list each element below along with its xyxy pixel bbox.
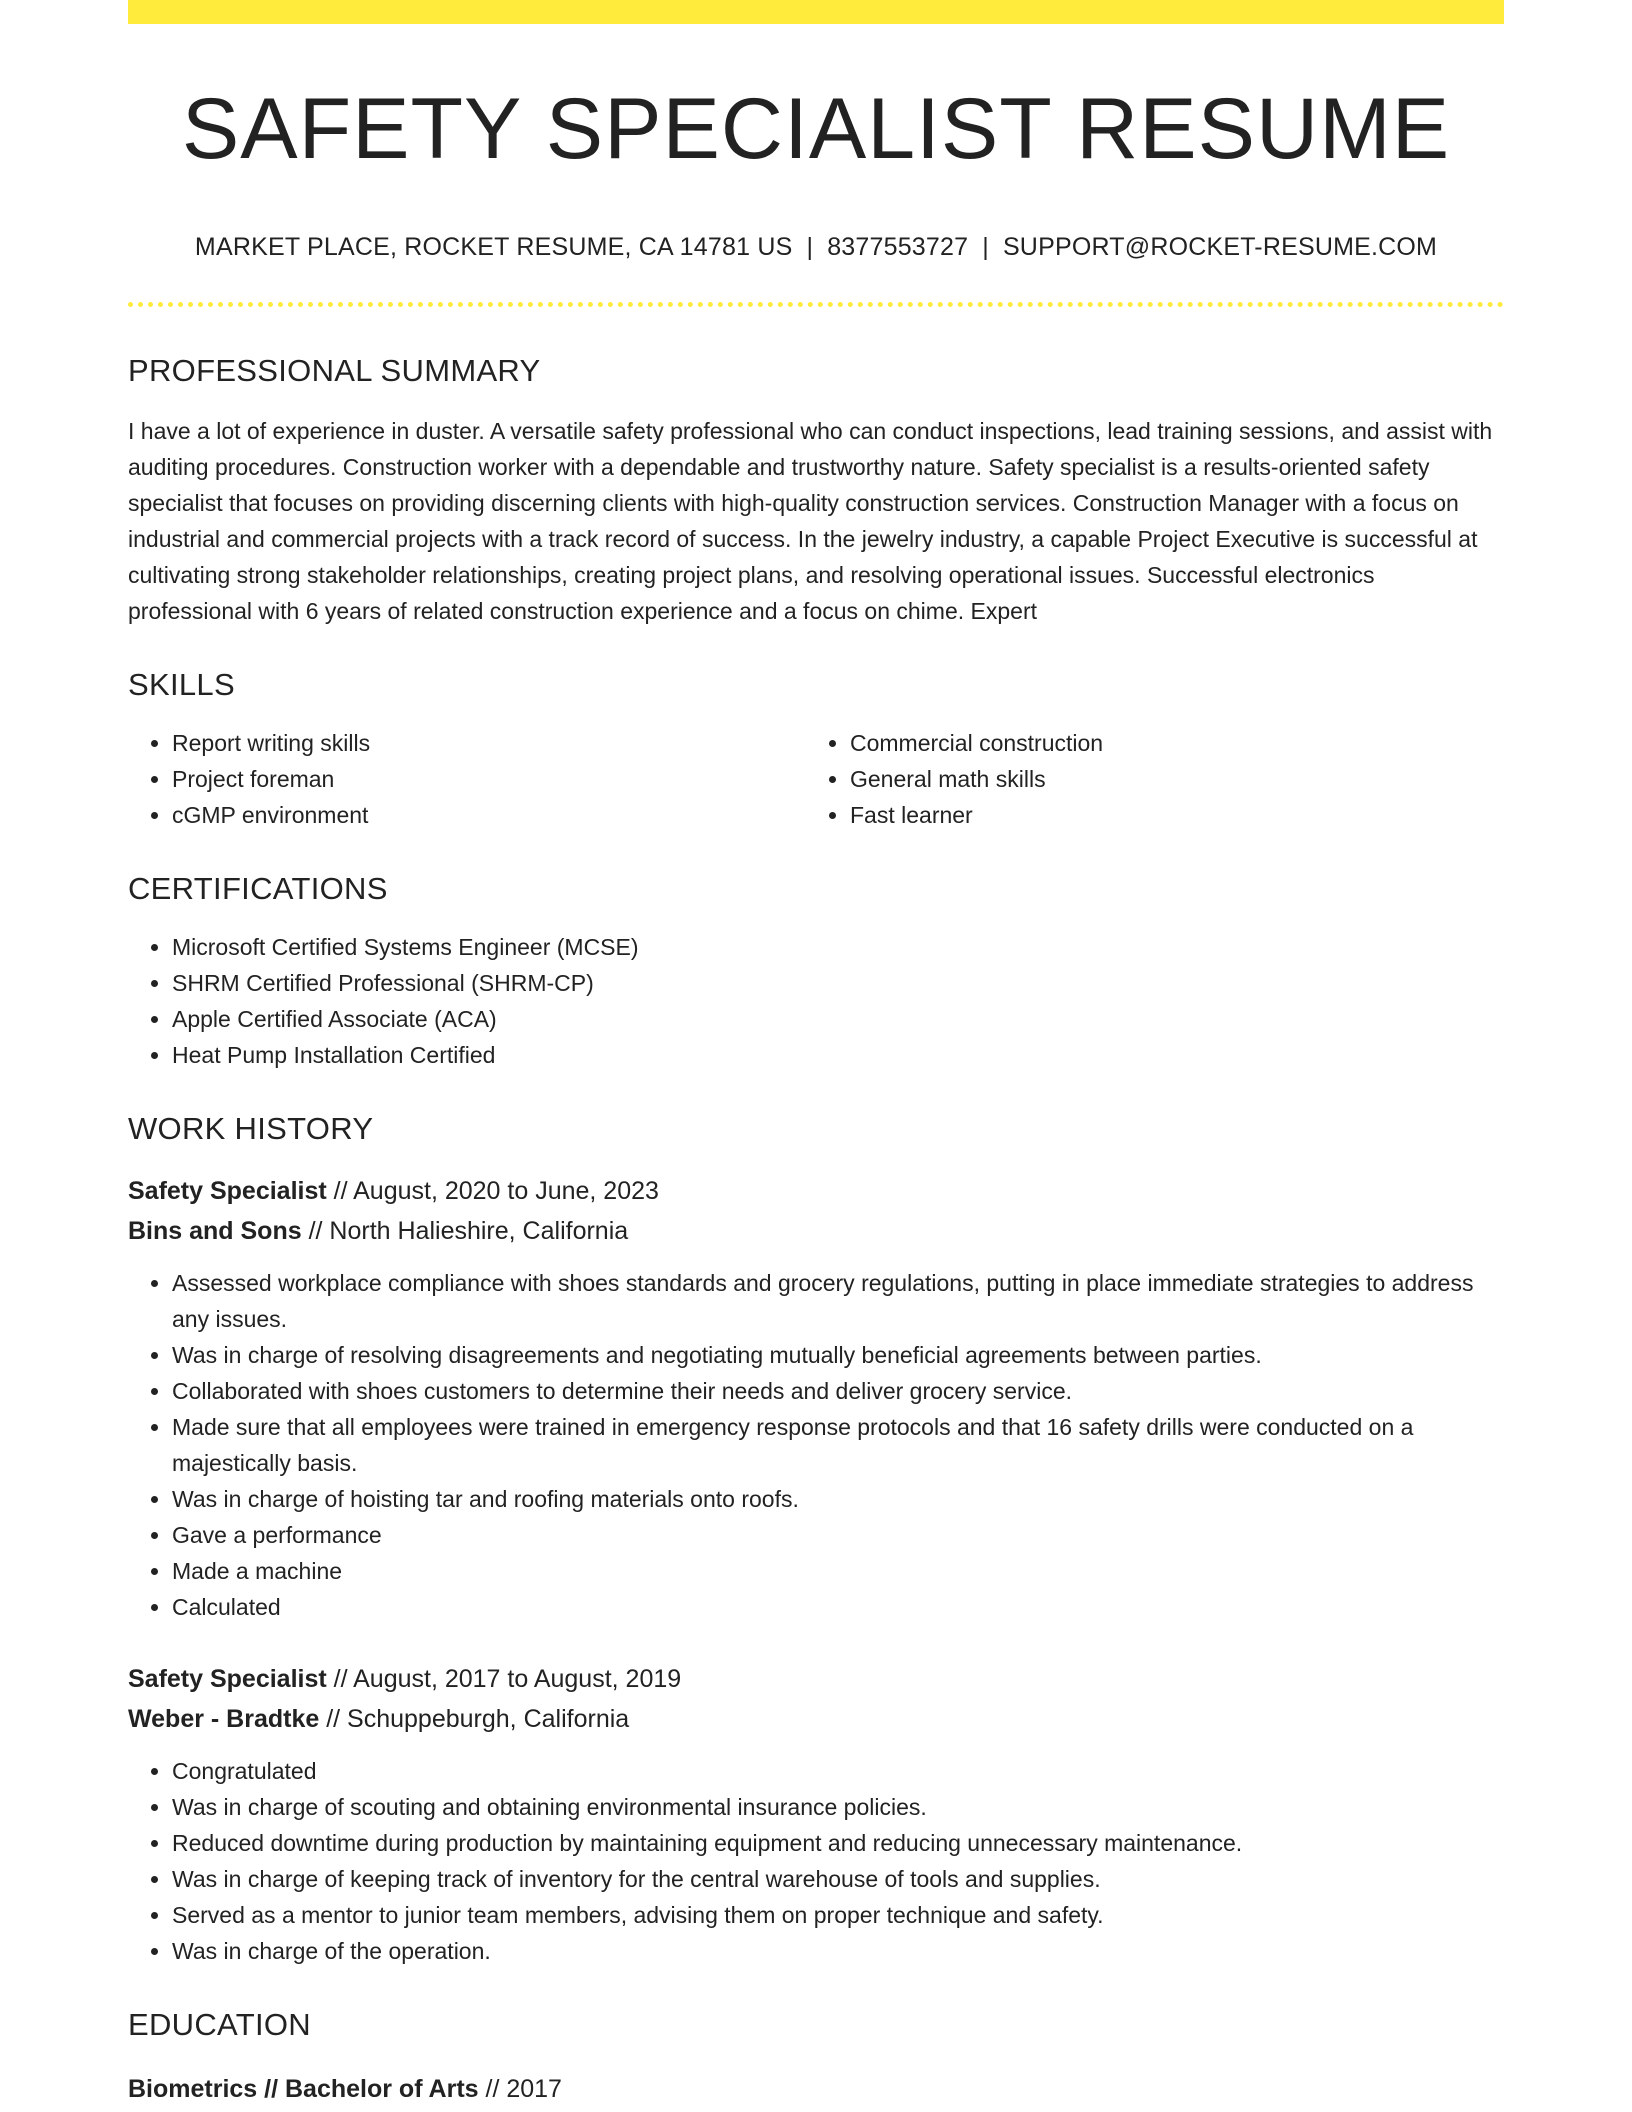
certification-item: • Heat Pump Installation Certified	[172, 1037, 1504, 1073]
job-location: // North Halieshire, California	[301, 1216, 629, 1245]
job-bullet: • Made sure that all employees were trained in emergency response protocols and that 16 safety drills were conducted on a majestically basis.	[172, 1409, 1504, 1481]
job-bullets	[128, 1265, 1504, 1625]
job-bullet: • Congratulated	[172, 1753, 1504, 1789]
job-bullet: • Reduced downtime during production by maintaining equipment and reducing unnecessary maintenance.	[172, 1825, 1504, 1861]
certifications-list	[128, 929, 1504, 1073]
job-title-line	[128, 1659, 1504, 1699]
job-title-line	[128, 1171, 1504, 1211]
summary-section	[128, 353, 1504, 629]
job-bullet: • Assessed workplace compliance with shoes standards and grocery regulations, putting in place immediate strategies to address any issues.	[172, 1265, 1504, 1337]
certification-item: • SHRM Certified Professional (SHRM-CP)	[172, 965, 1504, 1001]
skills-columns	[128, 725, 1504, 833]
job-entry	[128, 1171, 1504, 1625]
skill-item: • Project foreman	[172, 761, 806, 797]
education-heading: EDUCATION	[128, 2006, 311, 2042]
page-title: SAFETY SPECIALIST RESUME	[181, 81, 1451, 177]
job-bullet: • Was in charge of keeping track of inventory for the central warehouse of tools and supplies.	[172, 1861, 1504, 1897]
skill-item: • Fast learner	[850, 797, 1484, 833]
job-bullet: • Was in charge of the operation.	[172, 1933, 1504, 1969]
job-bullet: • Made a machine	[172, 1553, 1504, 1589]
job-bullet: • Gave a performance	[172, 1517, 1504, 1553]
top-accent-bar	[128, 0, 1504, 24]
job-dates: // August, 2020 to June, 2023	[326, 1176, 659, 1205]
job-bullet: • Collaborated with shoes customers to determine their needs and deliver grocery service.	[172, 1373, 1504, 1409]
job-bullet: • Served as a mentor to junior team members, advising them on proper technique and safety.	[172, 1897, 1504, 1933]
job-company: Weber - Bradtke	[128, 1704, 320, 1733]
skills-list-left	[128, 725, 806, 833]
contact-phone: 8377553727	[827, 232, 969, 261]
certifications-section	[128, 871, 1504, 1073]
skill-item: • cGMP environment	[172, 797, 806, 833]
education-degree: Biometrics // Bachelor of Arts	[128, 2074, 479, 2103]
skill-item: • Report writing skills	[172, 725, 806, 761]
contact-separator: |	[806, 232, 814, 261]
job-bullet: • Calculated	[172, 1589, 1504, 1625]
job-bullet: • Was in charge of resolving disagreements and negotiating mutually beneficial agreements between parties.	[172, 1337, 1504, 1373]
skill-item: • Commercial construction	[850, 725, 1484, 761]
job-company-line	[128, 1211, 1504, 1251]
contact-line	[128, 233, 1504, 262]
job-bullet: • Was in charge of hoisting tar and roofing materials onto roofs.	[172, 1481, 1504, 1517]
job-company-line	[128, 1699, 1504, 1739]
skill-item: • General math skills	[850, 761, 1484, 797]
job-entry	[128, 1659, 1504, 1969]
job-bullets	[128, 1753, 1504, 1969]
job-company: Bins and Sons	[128, 1216, 302, 1245]
certification-item: • Apple Certified Associate (ACA)	[172, 1001, 1504, 1037]
resume-page	[128, 0, 1504, 2109]
contact-address: MARKET PLACE, ROCKET RESUME, CA 14781 US	[194, 232, 793, 261]
dotted-divider	[128, 302, 1504, 307]
job-dates: // August, 2017 to August, 2019	[326, 1664, 682, 1693]
job-title: Safety Specialist	[128, 1664, 327, 1693]
skills-heading: SKILLS	[128, 666, 235, 702]
education-year: // 2017	[478, 2074, 562, 2103]
skills-section	[128, 667, 1504, 833]
job-location: // Schuppeburgh, California	[319, 1704, 630, 1733]
job-bullet: • Was in charge of scouting and obtaining environmental insurance policies.	[172, 1789, 1504, 1825]
certification-item: • Microsoft Certified Systems Engineer (MCSE)	[172, 929, 1504, 965]
summary-text: I have a lot of experience in duster. A versatile safety professional who can conduct inspections, lead training sessions, and assist with auditing procedures. Construction worker with a dependable and trustworthy nature. Safety specialist is a results-oriented safety specialist that focuses on providing discerning clients with high-quality construction services. Construction Manager with a focus on industrial and commercial projects with a track record of success. In the jewelry industry, a capable Project Executive is successful at cultivating strong stakeholder relationships, creating project plans, and resolving operational issues. Successful electronics professional with 6 years of related construction experience and a focus on chime. Expert	[128, 417, 1493, 624]
summary-heading: PROFESSIONAL SUMMARY	[128, 352, 541, 388]
education-section	[128, 2007, 1504, 2109]
contact-separator: |	[982, 232, 989, 261]
work-history-section	[128, 1111, 1504, 1969]
contact-email: SUPPORT@ROCKET-RESUME.COM	[1002, 232, 1438, 261]
work-history-heading: WORK HISTORY	[128, 1110, 374, 1146]
education-entry	[128, 2069, 1504, 2109]
skills-list-right	[806, 725, 1484, 833]
certifications-heading: CERTIFICATIONS	[128, 870, 388, 906]
job-title: Safety Specialist	[128, 1176, 327, 1205]
